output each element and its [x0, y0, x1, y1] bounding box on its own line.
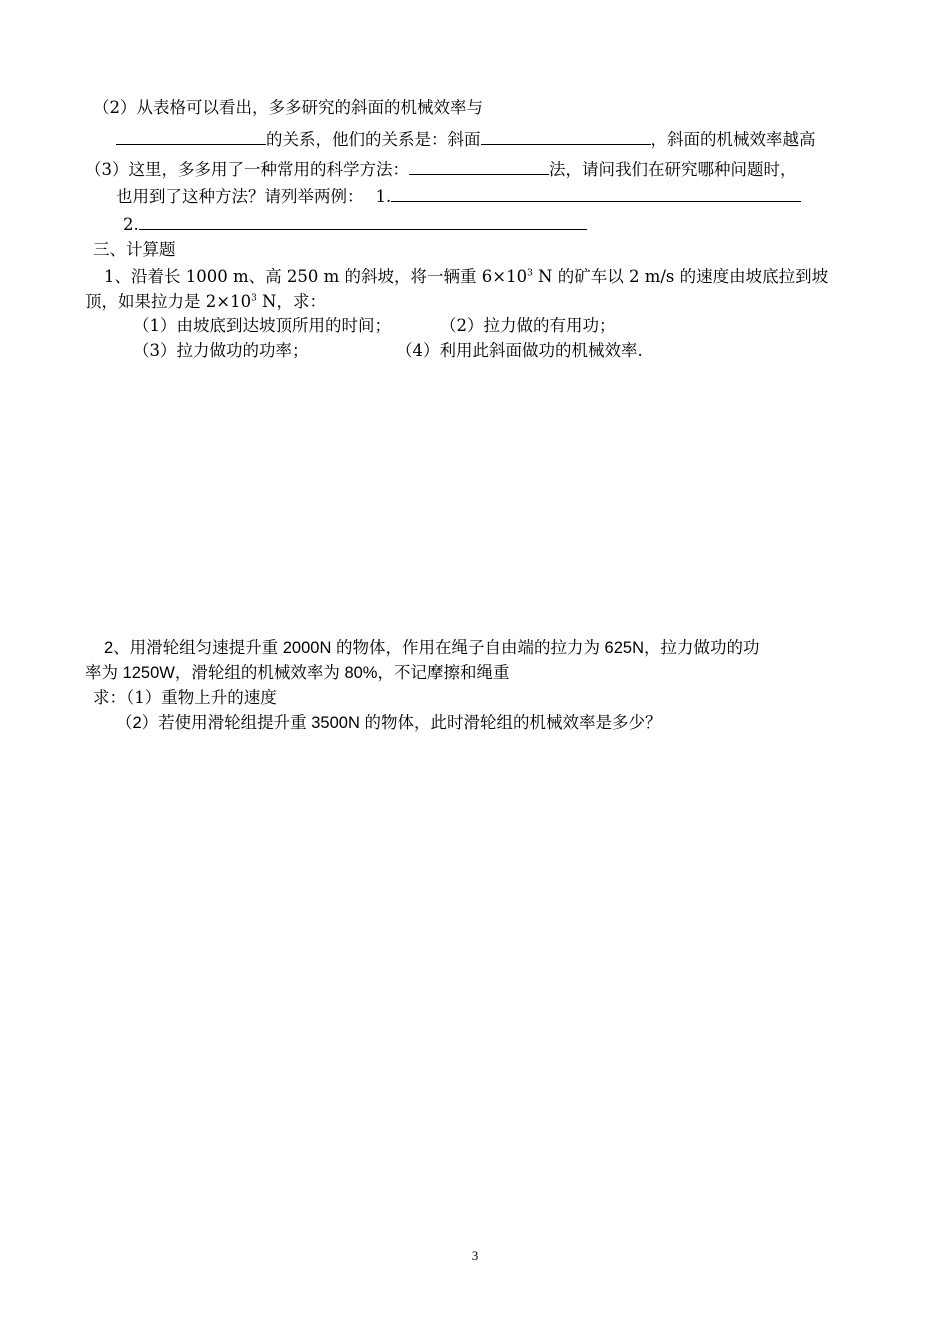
answer-blank[interactable] — [116, 127, 266, 145]
problem1-text-c: 顶，如果拉力是 2×10 — [85, 292, 252, 311]
answer-blank[interactable] — [409, 157, 549, 175]
answer-blank[interactable] — [139, 212, 587, 230]
problem2-line3: 求：（1）重物上升的速度 — [93, 688, 277, 707]
q3-example2-label: 2. — [123, 215, 139, 234]
page-number: 3 — [471, 1248, 479, 1263]
answer-blank[interactable] — [481, 127, 651, 145]
problem2-line4 — [116, 712, 661, 734]
problem1-text-d: N，求： — [256, 292, 326, 311]
exponent: 3 — [251, 293, 257, 304]
problem1-line2 — [85, 291, 326, 313]
q3-line2-text: 也用到了这种方法？请列举两例： — [116, 187, 364, 206]
q3-line3 — [123, 212, 587, 236]
q3-example1-label: 1. — [375, 187, 392, 206]
problem2-text2: 率为 1250W，滑轮组的机械效率为 80%，不记摩擦和绳重 — [85, 664, 510, 682]
q3-line1-end: 法，请问我们在研究哪种问题时， — [549, 160, 797, 179]
exponent: 3 — [527, 268, 533, 279]
problem1-text-a: 1、沿着长 1000 m、高 250 m 的斜坡，将一辆重 6×10 — [104, 267, 528, 286]
problem2-line1 — [104, 637, 760, 659]
problem1-sub4: （4）利用此斜面做功的机械效率. — [396, 341, 643, 360]
problem1-line1 — [104, 266, 828, 288]
answer-blank[interactable] — [391, 184, 801, 202]
q3-line1-start: （3）这里，多多用了一种常用的科学方法： — [85, 160, 409, 179]
q3-line2 — [116, 184, 801, 208]
q2-line2-mid: 的关系，他们的关系是：斜面 — [266, 130, 481, 149]
problem2-line2 — [85, 662, 509, 684]
problem1-sub1: （1）由坡底到达坡顶所用的时间； — [133, 316, 391, 335]
problem1-sub3: （3）拉力做功的功率； — [133, 341, 309, 360]
section3-heading: 三、计算题 — [93, 240, 176, 259]
q2-line1: （2）从表格可以看出，多多研究的斜面的机械效率与 — [93, 98, 483, 117]
problem1-text-b: N 的矿车以 2 m/s 的速度由坡底拉到坡 — [532, 267, 829, 286]
problem1-sub2: （2）拉力做的有用功； — [440, 316, 616, 335]
q2-line2 — [116, 127, 816, 151]
problem2-text1: 2、用滑轮组匀速提升重 2000N 的物体，作用在绳子自由端的拉力为 625N，拉力做功的功 — [104, 639, 760, 657]
q3-line1 — [85, 157, 797, 181]
q2-line2-end: ，斜面的机械效率越高 — [650, 130, 816, 149]
problem2-text4: （2）若使用滑轮组提升重 3500N 的物体，此时滑轮组的机械效率是多少？ — [116, 714, 662, 732]
